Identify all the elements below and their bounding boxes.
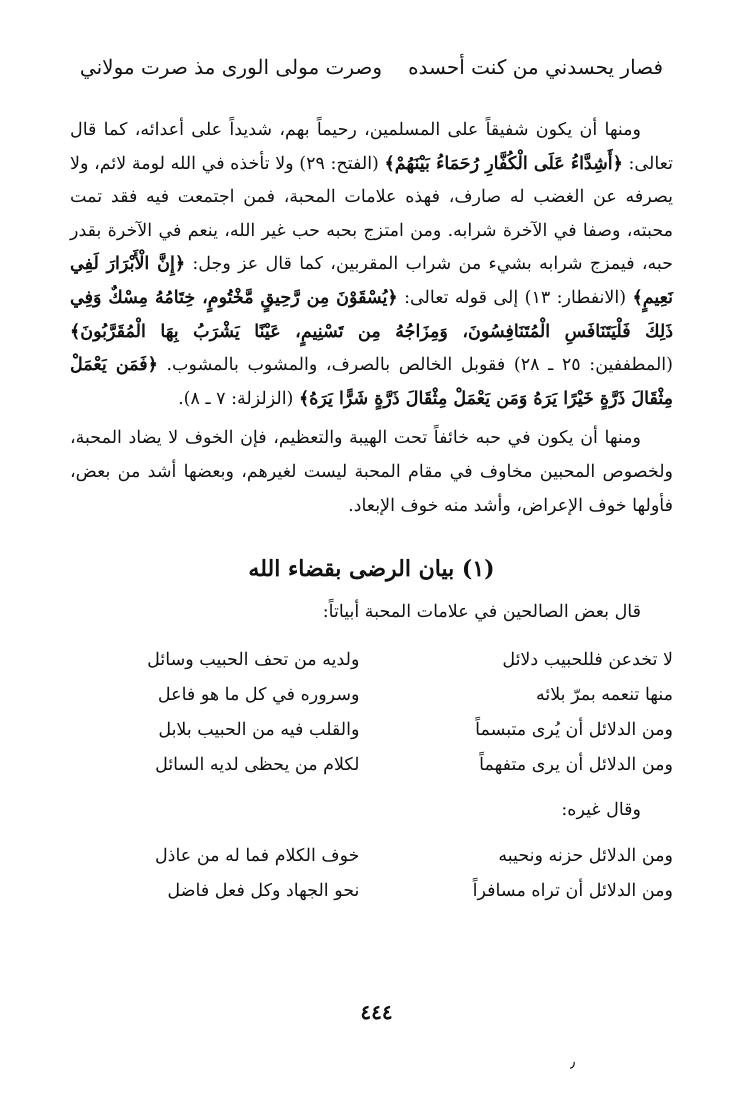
paragraph-1-text-1: ومنها أن يكون شفيقاً على المسلمين، رحيماً بهم، شديداً على أعدائه، كما قال تعالى: xyxy=(70,120,673,174)
poem-verse xyxy=(70,643,673,678)
quran-quote-al-infitar: ﴿إِنَّ الْأَبْرَارَ لَفِي نَعِيمٍ﴾ xyxy=(70,254,673,308)
quran-quote-al-fath: ﴿أَشِدَّاءُ عَلَى الْكُفَّارِ رُحَمَاءُ بَيْنَهُمْ﴾ xyxy=(384,153,623,174)
verse-first-hemistich: ومن الدلائل أن يُرى متبسماً xyxy=(475,720,673,741)
verse-first-hemistich: لا تخدعن فللحبيب دلائل xyxy=(502,650,673,671)
paragraph-1-text-2: (الفتح: ٢٩) ولا تأخذه في الله لومة لائم، ولا يصرفه عن الغضب له صارف، فهذه علامات المحبة، فمن اجتمعت فيه فقد تمت محبته، وصفا في الآخرة شرابه. ومن امتزج بحبه حب غير الله، ينعم في الآخرة بقدر حبه، فيمزج شرابه بشيء من شراب المقربين، كما قال عز وجل: xyxy=(70,153,673,275)
page-number: ٤٤٤ xyxy=(360,1000,393,1024)
running-head xyxy=(70,52,673,82)
paragraph-1-text-4: (المطففين: ٢٥ ـ ٢٨) فقوبل الخالص بالصرف، والمشوب بالمشوب. xyxy=(157,355,673,376)
poem-1 xyxy=(70,643,673,783)
running-head-left-hemistich: وصرت مولى الورى مذ صرت مولاني xyxy=(79,55,383,79)
verse-first-hemistich: ومن الدلائل أن تراه مسافراً xyxy=(472,881,673,902)
verse-second-hemistich: نحو الجهاد وكل فعل فاضل xyxy=(167,881,360,902)
verse-second-hemistich: والقلب فيه من الحبيب بلابل xyxy=(158,720,360,741)
quran-quote-az-zalzalah: ﴿فَمَن يَعْمَلْ مِثْقَالَ ذَرَّةٍ خَيْرًا يَرَهُ وَمَن يَعْمَلْ مِثْقَالَ ذَرَّةٍ شَرًّا يَرَهُ﴾ xyxy=(70,355,673,409)
paragraph-1-text-3: (الانفطار: ١٣) إلى قوله تعالى: xyxy=(397,287,633,308)
paragraph-fear-in-love: ومنها أن يكون في حبه خائفاً تحت الهيبة والتعظيم، فإن الخوف لا يضاد المحبة، ولخصوص المحبين مخاوف في مقام المحبة ليست لغيرهم، وبعضها أشد من بعض، فأولها خوف الإعراض، وأشد منه خوف الإبعاد. xyxy=(70,428,673,516)
verse-second-hemistich: ولديه من تحف الحبيب وسائل xyxy=(147,650,360,671)
verse-second-hemistich: لكلام من يحظى لديه السائل xyxy=(155,755,360,776)
verse-first-hemistich: ومن الدلائل حزنه ونحيبه xyxy=(498,846,673,867)
poem-2 xyxy=(70,839,673,909)
paragraph-1-text-5: (الزلزلة: ٧ ـ ٨). xyxy=(178,388,299,409)
poem-verse xyxy=(70,678,673,713)
stray-ink-mark: ٫ xyxy=(570,1052,576,1071)
running-head-right-hemistich: فصار يحسدني من كنت أحسده xyxy=(408,55,664,79)
verse-first-hemistich: منها تنعمه بمرّ بلائه xyxy=(535,685,673,706)
poem-verse xyxy=(70,713,673,748)
verse-second-hemistich: وسروره في كل ما هو فاعل xyxy=(157,685,360,706)
poem-verse xyxy=(70,748,673,783)
quran-quote-al-mutaffifin: ﴿يُسْقَوْنَ مِن رَّحِيقٍ مَّخْتُومٍ، خِتَامُهُ مِسْكٌ وَفِي ذَلِكَ فَلْيَتَنَافَسِ الْمُتَنَافِسُونَ، وَمِزَاجُهُ مِن تَسْنِيمٍ، عَيْنًا يَشْرَبُ بِهَا الْمُقَرَّبُونَ﴾ xyxy=(70,287,673,342)
verse-first-hemistich: ومن الدلائل أن يرى متفهماً xyxy=(479,755,673,776)
poem-2-intro: وقال غيره: xyxy=(561,800,641,821)
section-title: (١) بيان الرضى بقضاء الله xyxy=(248,556,495,583)
poem-1-intro: قال بعض الصالحين في علامات المحبة أبياتاً: xyxy=(322,602,641,623)
verse-second-hemistich: خوف الكلام فما له من عاذل xyxy=(154,846,360,867)
paragraph-signs-of-love xyxy=(70,114,673,416)
poem-verse xyxy=(70,874,673,909)
poem-verse xyxy=(70,839,673,874)
